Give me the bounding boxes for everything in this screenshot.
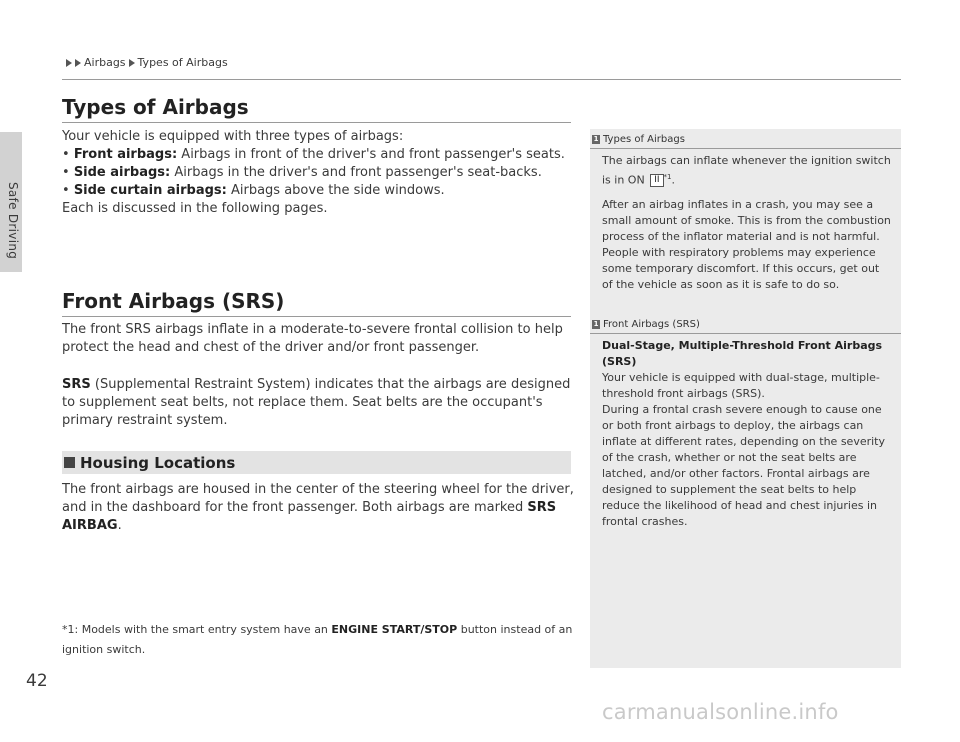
housing-section-title: Housing Locations <box>80 453 236 472</box>
types-intro: Your vehicle is equipped with three types of airbags: <box>62 129 404 144</box>
bullet-term: Side curtain airbags: <box>73 183 227 198</box>
types-body <box>62 128 574 218</box>
notes-panel <box>590 129 901 668</box>
footnote-bold: ENGINE START/STOP <box>331 623 458 636</box>
side-tab-label: Safe Driving <box>6 182 20 260</box>
note-bold-text: Dual-Stage, Multiple-Threshold Front Airbags (SRS) <box>602 339 883 368</box>
breadcrumb-arrow-icon <box>66 59 72 67</box>
note-bold-title <box>602 338 893 370</box>
note-front-airbags <box>590 317 901 530</box>
note-marker-icon: 1 <box>593 134 599 143</box>
section-title-front: Front Airbags (SRS) <box>62 289 285 313</box>
types-outro: Each is discussed in the following pages. <box>62 201 328 216</box>
note-header <box>590 317 901 331</box>
housing-section-bar <box>62 451 571 474</box>
srs-desc: (Supplemental Restraint System) indicates that the airbags are designed to supplement seat belts, not replace them. Seat belts are the occupant's primary restraint system. <box>62 377 571 428</box>
watermark: carmanualsonline.info <box>602 700 839 724</box>
note-para <box>602 153 893 189</box>
bullet-term: Front airbags: <box>73 147 178 162</box>
note-types-of-airbags <box>590 132 901 301</box>
section-divider <box>62 122 571 123</box>
footnote-ref: *1 <box>663 173 672 181</box>
breadcrumb <box>66 56 228 69</box>
front-para-srs <box>62 376 574 430</box>
note-para: After an airbag inflates in a crash, you may see a small amount of smoke. This is from the combustion process of the inflator material and is not harmful. People with respiratory problems may experience some temporary discomfort. If this occurs, get out of the vehicle as soon as it is safe to do so. <box>602 197 891 291</box>
note-para: Your vehicle is equipped with dual-stage, multiple-threshold front airbags (SRS). <box>602 371 880 400</box>
srs-term: SRS <box>62 377 91 392</box>
bullet-desc: Airbags in front of the driver's and front passenger's seats. <box>177 147 565 162</box>
note-text: The airbags can inflate whenever the ignition switch is in ON <box>602 154 891 187</box>
bullet-desc: Airbags above the side windows. <box>226 183 445 198</box>
note-body <box>590 338 901 530</box>
note-body <box>590 153 901 293</box>
ignition-position-icon: II <box>650 174 663 187</box>
section-divider <box>62 316 571 317</box>
note-para: During a frontal crash severe enough to cause one or both front airbags to deploy, the airbags can inflate at different rates, depending on the severity of the crash, whether or not the seat belts are latched, and/or other factors. Frontal airbags are designed to supplement the seat belts to help reduce the likelihood of head and chest injuries in frontal crashes. <box>602 403 885 528</box>
housing-end: . <box>117 518 122 533</box>
footnote-prefix: *1: Models with the smart entry system have an <box>62 623 332 636</box>
breadcrumb-arrow-icon <box>129 59 135 67</box>
bullet-side-airbags: • Side airbags: Airbags in the driver's and front passenger's seat-backs. <box>62 165 542 180</box>
housing-text: The front airbags are housed in the center of the steering wheel for the driver, and in the dashboard for the front passenger. Both airbags are marked <box>62 482 574 515</box>
note-title: Types of Airbags <box>603 133 685 145</box>
square-bullet-icon <box>64 457 75 468</box>
note-divider <box>590 333 901 334</box>
note-divider <box>590 148 901 149</box>
breadcrumb-item-types-of-airbags: Types of Airbags <box>137 56 228 69</box>
front-para-1: The front SRS airbags inflate in a moderate-to-severe frontal collision to help protect the head and chest of the driver and/or front passenger. <box>62 322 563 355</box>
note-header <box>590 132 901 146</box>
note-text-end: . <box>671 173 675 187</box>
srs-airbag-mark: SRS AIRBAG <box>62 500 557 533</box>
footnote <box>62 620 574 660</box>
bullet-term: Side airbags: <box>73 165 171 180</box>
housing-para <box>62 481 574 535</box>
breadcrumb-item-airbags[interactable]: Airbags <box>84 56 126 69</box>
page-number: 42 <box>26 671 48 691</box>
section-title-types: Types of Airbags <box>62 95 249 119</box>
bullet-side-curtain-airbags: • Side curtain airbags: Airbags above the side windows. <box>62 183 445 198</box>
header-divider <box>62 79 901 80</box>
footnote-suffix: button instead of an ignition switch. <box>62 623 573 656</box>
bullet-desc: Airbags in the driver's and front passenger's seat-backs. <box>170 165 542 180</box>
note-marker-icon: 1 <box>593 319 599 328</box>
note-title: Front Airbags (SRS) <box>603 318 700 330</box>
breadcrumb-arrow-icon <box>75 59 81 67</box>
bullet-front-airbags: • Front airbags: Airbags in front of the driver's and front passenger's seats. <box>62 147 565 162</box>
